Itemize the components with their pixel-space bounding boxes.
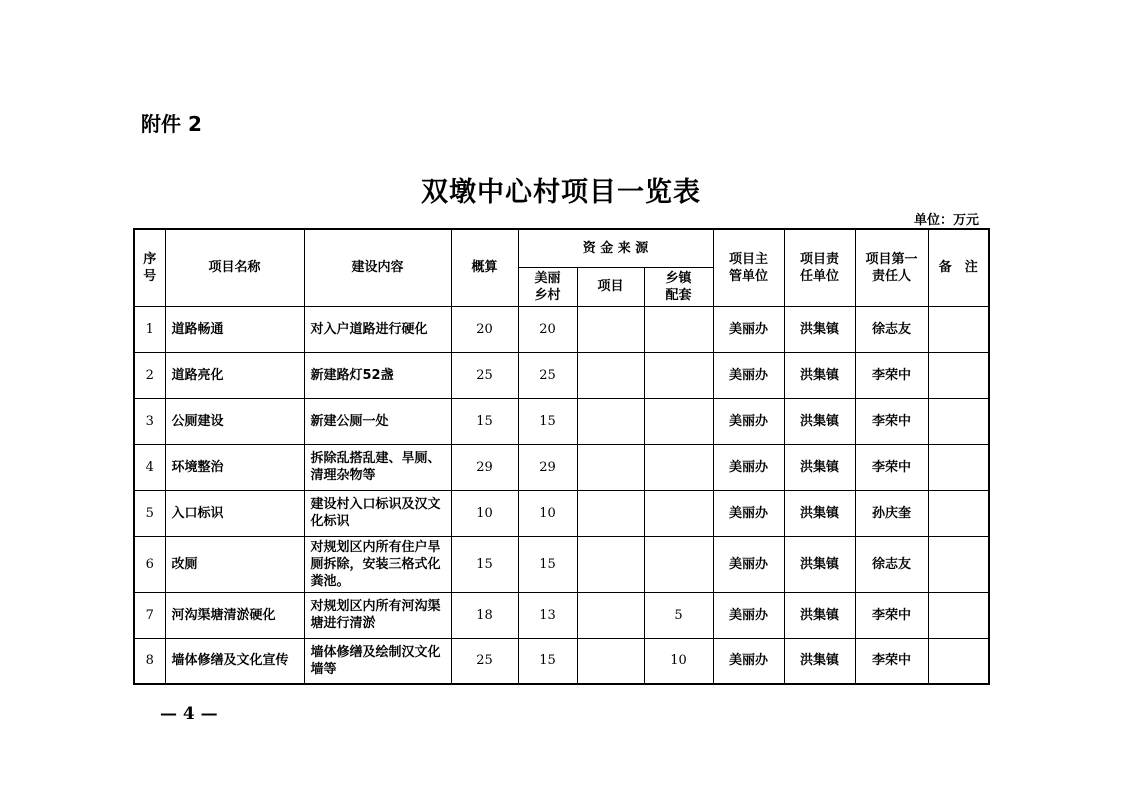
cell-remark: [928, 352, 989, 398]
unit-label: 单位：万元: [913, 213, 979, 228]
cell-remark: [928, 398, 989, 444]
header-fund-beautiful: 美丽乡村: [518, 267, 577, 306]
cell-fund-project: [577, 490, 644, 536]
cell-dept: 美丽办: [713, 536, 784, 592]
cell-fund-beautiful: 15: [518, 536, 577, 592]
table-row: [134, 398, 989, 444]
cell-resp-person: 李荣中: [855, 352, 928, 398]
cell-fund-beautiful: 29: [518, 444, 577, 490]
cell-content: 拆除乱搭乱建、旱厕、清理杂物等: [304, 444, 451, 490]
cell-remark: [928, 306, 989, 352]
cell-dept: 美丽办: [713, 306, 784, 352]
header-fund-town: 乡镇配套: [644, 267, 713, 306]
header-seq: 序号: [134, 229, 165, 306]
header-resp-unit: 项目责任单位: [784, 229, 855, 306]
cell-budget: 29: [451, 444, 518, 490]
cell-dept: 美丽办: [713, 490, 784, 536]
cell-budget: 25: [451, 352, 518, 398]
cell-budget: 15: [451, 536, 518, 592]
cell-seq: 4: [134, 444, 165, 490]
table-row: [134, 490, 989, 536]
cell-remark: [928, 638, 989, 684]
cell-content: 新建路灯52盏: [304, 352, 451, 398]
cell-fund-project: [577, 398, 644, 444]
cell-seq: 1: [134, 306, 165, 352]
cell-fund-project: [577, 638, 644, 684]
page-title: 双墩中心村项目一览表: [421, 177, 701, 208]
cell-fund-project: [577, 444, 644, 490]
cell-resp-unit: 洪集镇: [784, 638, 855, 684]
table-row: [134, 352, 989, 398]
cell-resp-person: 李荣中: [855, 444, 928, 490]
cell-name: 河沟渠塘清淤硬化: [165, 592, 304, 638]
cell-seq: 2: [134, 352, 165, 398]
cell-remark: [928, 536, 989, 592]
header-content: 建设内容: [304, 229, 451, 306]
cell-resp-unit: 洪集镇: [784, 444, 855, 490]
header-funding: 资 金 来 源: [518, 229, 713, 267]
header-row: [134, 229, 989, 267]
cell-content: 对规划区内所有住户旱厕拆除，安装三格式化粪池。: [304, 536, 451, 592]
cell-seq: 6: [134, 536, 165, 592]
cell-fund-beautiful: 10: [518, 490, 577, 536]
page-number: — 4 —: [160, 704, 218, 724]
attachment-label: 附件 2: [141, 112, 202, 136]
cell-seq: 7: [134, 592, 165, 638]
cell-name: 道路亮化: [165, 352, 304, 398]
cell-budget: 10: [451, 490, 518, 536]
header-resp-person: 项目第一责任人: [855, 229, 928, 306]
cell-fund-town: [644, 352, 713, 398]
cell-fund-project: [577, 306, 644, 352]
cell-fund-beautiful: 15: [518, 398, 577, 444]
cell-content: 新建公厕一处: [304, 398, 451, 444]
cell-fund-town: [644, 306, 713, 352]
cell-dept: 美丽办: [713, 398, 784, 444]
table-row: [134, 592, 989, 638]
cell-name: 公厕建设: [165, 398, 304, 444]
table-row: [134, 306, 989, 352]
table-row: [134, 536, 989, 592]
cell-resp-person: 李荣中: [855, 398, 928, 444]
cell-budget: 18: [451, 592, 518, 638]
cell-dept: 美丽办: [713, 638, 784, 684]
cell-fund-town: [644, 444, 713, 490]
cell-fund-town: 10: [644, 638, 713, 684]
cell-fund-project: [577, 536, 644, 592]
cell-name: 环境整治: [165, 444, 304, 490]
cell-resp-unit: 洪集镇: [784, 398, 855, 444]
cell-resp-unit: 洪集镇: [784, 352, 855, 398]
cell-name: 墙体修缮及文化宣传: [165, 638, 304, 684]
cell-fund-project: [577, 352, 644, 398]
cell-content: 对入户道路进行硬化: [304, 306, 451, 352]
table-row: [134, 444, 989, 490]
cell-content: 建设村入口标识及汉文化标识: [304, 490, 451, 536]
header-fund-project: 项目: [577, 267, 644, 306]
cell-resp-unit: 洪集镇: [784, 536, 855, 592]
cell-resp-person: 李荣中: [855, 592, 928, 638]
cell-resp-unit: 洪集镇: [784, 592, 855, 638]
cell-seq: 5: [134, 490, 165, 536]
cell-remark: [928, 444, 989, 490]
cell-fund-town: [644, 398, 713, 444]
cell-budget: 25: [451, 638, 518, 684]
header-name: 项目名称: [165, 229, 304, 306]
header-dept: 项目主管单位: [713, 229, 784, 306]
cell-name: 道路畅通: [165, 306, 304, 352]
cell-seq: 3: [134, 398, 165, 444]
cell-content: 墙体修缮及绘制汉文化墙等: [304, 638, 451, 684]
cell-dept: 美丽办: [713, 352, 784, 398]
header-remark: 备 注: [928, 229, 989, 306]
header-budget: 概算: [451, 229, 518, 306]
project-table: [133, 228, 990, 685]
cell-name: 改厕: [165, 536, 304, 592]
cell-resp-person: 徐志友: [855, 306, 928, 352]
cell-fund-project: [577, 592, 644, 638]
cell-budget: 20: [451, 306, 518, 352]
cell-fund-beautiful: 13: [518, 592, 577, 638]
cell-fund-town: 5: [644, 592, 713, 638]
cell-budget: 15: [451, 398, 518, 444]
cell-resp-unit: 洪集镇: [784, 490, 855, 536]
cell-resp-person: 孙庆奎: [855, 490, 928, 536]
cell-fund-town: [644, 490, 713, 536]
cell-remark: [928, 490, 989, 536]
cell-seq: 8: [134, 638, 165, 684]
cell-resp-person: 徐志友: [855, 536, 928, 592]
cell-content: 对规划区内所有河沟渠塘进行清淤: [304, 592, 451, 638]
cell-dept: 美丽办: [713, 444, 784, 490]
table-row: [134, 638, 989, 684]
cell-dept: 美丽办: [713, 592, 784, 638]
cell-resp-person: 李荣中: [855, 638, 928, 684]
cell-resp-unit: 洪集镇: [784, 306, 855, 352]
cell-name: 入口标识: [165, 490, 304, 536]
cell-fund-beautiful: 15: [518, 638, 577, 684]
cell-fund-beautiful: 25: [518, 352, 577, 398]
cell-remark: [928, 592, 989, 638]
cell-fund-town: [644, 536, 713, 592]
cell-fund-beautiful: 20: [518, 306, 577, 352]
